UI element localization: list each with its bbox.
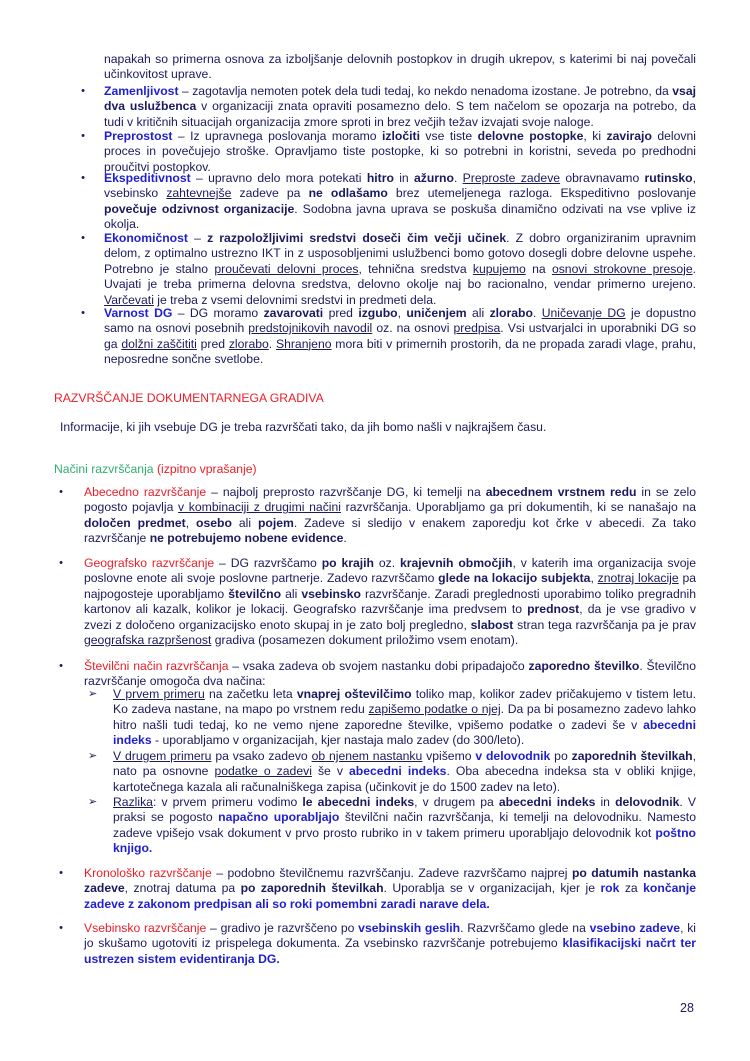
text-run: . Vsi ustvarjalci in uporabniki DG so ga xyxy=(104,321,696,351)
method-term: Vsebinsko razvrščanje xyxy=(84,921,207,935)
principle-term: Ekspeditivnost xyxy=(104,171,191,185)
underlined-text: V drugem primeru xyxy=(113,749,212,763)
text-run: brez utemeljenega razloga. Ekspeditivno poslovanje xyxy=(387,186,696,201)
text-run: po xyxy=(550,749,572,763)
principle-term: Varnost DG xyxy=(104,306,173,320)
text-run: . Oba abecedna indeksa sta v obliki knjige, kartotečnega kazala ali računalniškega zapisa (učinkovit je do 1500 zadev na leto). xyxy=(113,764,697,794)
principle-item xyxy=(104,129,696,175)
principle-item xyxy=(104,84,696,130)
underlined-text: V prvem primeru xyxy=(113,687,205,701)
bullet-icon: • xyxy=(59,867,63,879)
bold-text: krajevnih območjih xyxy=(399,556,513,570)
method-term: Geografsko razvrščanje xyxy=(84,556,215,570)
bold-text: v delovodnik xyxy=(475,749,551,763)
bold-text: delovodnik xyxy=(615,795,680,809)
underlined-text: Varčevati xyxy=(104,292,154,307)
bullet-icon: • xyxy=(81,85,85,97)
subheading-note: (izpitno vprašanje) xyxy=(156,462,257,476)
bold-text: zlorabo xyxy=(489,306,533,320)
method-term: Kronološko razvrščanje xyxy=(84,866,212,880)
text-run: , ki jo skušamo ugotoviti iz prispelega dokumenta. Za vsebinsko razvrščanje potrebujemo xyxy=(84,921,696,951)
underlined-text: Uničevanje DG xyxy=(541,306,626,320)
text-run: še v xyxy=(311,764,349,779)
text-run: . Da pa bi posamezno zadevo lahko hitro našli tudi tedaj, ko ne vemo njene zaporedne številke, vpišemo podatke o zadevi še v xyxy=(113,702,696,732)
text-run: – zagotavlja nemoten potek dela tudi tedaj, ko nekdo nenadoma izostane. Je potrebno, da xyxy=(178,84,673,98)
text-run: ali xyxy=(466,306,490,320)
bold-text: abecednem vrstnem redu xyxy=(485,485,637,499)
text-run: , tehnična sredstva xyxy=(358,261,473,276)
arrow-bullet-icon: ➢ xyxy=(88,750,98,762)
text-run: toliko map, kolikor zadev pričakujemo v tistem letu. Ko zadeva nastane, na mapo po vrstnem redu xyxy=(113,687,696,717)
text-run: in se zelo pogosto pojavlja xyxy=(84,485,697,515)
text-run: , ki xyxy=(583,129,607,143)
underlined-text: proučevati delovni proces xyxy=(214,261,359,276)
bold-text: napačno uporabljajo xyxy=(218,810,340,825)
subheading-title: Načini razvrščanja xyxy=(54,462,154,476)
bold-text: po krajih xyxy=(321,556,374,570)
text-run: , da je vse gradivo v zvezi z določeno organizacijsko enoto skupaj in je zato bolj pregledno, xyxy=(84,602,697,632)
bold-text: le abecedni indeks xyxy=(302,795,415,809)
bold-text: zaporednih številkah xyxy=(571,749,693,763)
method-item xyxy=(84,556,696,648)
bold-text: delovne postopke xyxy=(477,129,584,143)
underlined-text: Preproste zadeve xyxy=(462,171,561,185)
text-run: delovni proces in povečujejo stroške. Opravljamo tiste postopke, ki so potrebni in koristni, seveda po predhodni proučitvi postopkov. xyxy=(104,129,696,174)
text-run: oz. xyxy=(373,556,400,570)
text-run: – gradivo je razvrščeno po xyxy=(206,921,359,935)
text-run: – DG razvrščamo xyxy=(214,556,322,570)
text-run: . Sodobna javna uprava se poskuša dinamično odzivati na vse vplive iz okolja. xyxy=(104,201,696,232)
text-run: gradiva (posamezen dokument priložimo vsem enotam). xyxy=(211,633,519,648)
bold-text: hitro xyxy=(366,171,394,185)
bold-text: izgubo xyxy=(358,306,398,320)
bullet-icon: • xyxy=(59,486,63,498)
text-run: , nato pa osnovne xyxy=(113,749,697,779)
text-run: v organizaciji znata opraviti posamezno delo. S tem načelom se opozarja na potrebo, da tudi v kritičnih situacijah organizacija zmore sproti in brez večjih težav izvajati svoje naloge. xyxy=(104,99,696,129)
text-run: . Z dobro organiziranim upravnim delom, z optimalno ustrezno IKT in z usposobljenimi uslužbenci bomo gotovo dosegli dobre delovne uspehe. Potrebno je stalno xyxy=(104,231,696,276)
text-run: stran tega razvrščanja pa je prav xyxy=(513,617,696,632)
bold-text: abecedni indeks xyxy=(348,764,447,779)
bold-text: zavarovati xyxy=(263,306,324,320)
bold-text: osebo xyxy=(196,515,232,530)
text-run: pred xyxy=(196,336,229,351)
page-number: 28 xyxy=(680,1001,694,1015)
section-heading: RAZVRŠČANJE DOKUMENTARNEGA GRADIVA xyxy=(54,391,324,405)
bold-text: vsaj dva uslužbenca xyxy=(104,84,696,114)
bold-text: številčno xyxy=(228,586,282,601)
method-subitem xyxy=(113,795,696,857)
bold-text: poštno knjigo. xyxy=(113,825,696,856)
underlined-text: geografska razpršenost xyxy=(84,633,212,648)
bold-text: vsebinskih geslih xyxy=(358,921,461,935)
bold-text: po datumih nastanka zadeve xyxy=(84,866,696,896)
intro-continuation: napakah so primerna osnova za izboljšanje delovnih postopkov in drugih ukrepov, s katerimi bi naj povečali učinkovitost uprave. xyxy=(104,52,696,82)
text-run: : v prvem primeru vodimo xyxy=(152,795,303,809)
underlined-text: znotraj lokacije xyxy=(597,571,679,586)
underlined-text: zapišemo podatke o njej xyxy=(368,702,501,717)
method-subitem xyxy=(113,749,696,795)
text-run: . xyxy=(268,336,276,351)
principle-term: Zamenljivost xyxy=(104,84,179,98)
text-run: in xyxy=(595,795,616,809)
text-run: ali xyxy=(281,586,302,601)
text-run: za xyxy=(619,881,644,896)
underlined-text: zlorabo xyxy=(228,336,269,351)
underlined-text: dolžni zaščititi xyxy=(121,336,197,351)
underlined-text: zahtevnejše xyxy=(166,186,232,201)
bullet-icon: • xyxy=(81,232,85,244)
text-run: . Razvrščamo glede na xyxy=(460,921,590,935)
bold-text: zaporedno številko xyxy=(528,659,640,673)
text-run: , xyxy=(397,306,407,320)
text-run: . V praksi se pogosto xyxy=(113,795,697,825)
text-run: . Uporablja se v organizacijah, kjer je xyxy=(383,881,601,896)
text-run: je treba z vsemi delovnimi sredstvi in predmeti dela. xyxy=(153,292,437,307)
bold-text: abecedni indeks xyxy=(113,717,696,748)
text-run: – xyxy=(187,231,208,245)
principle-term: Ekonomičnost xyxy=(104,231,188,245)
method-item xyxy=(84,485,696,547)
bullet-icon: • xyxy=(59,922,63,934)
text-run: – DG moramo xyxy=(172,306,264,320)
bullet-icon: • xyxy=(59,557,63,569)
text-run: – najbolj preprosto razvrščanje DG, ki temelji na xyxy=(206,485,486,499)
underlined-text: ob njenem nastanku xyxy=(311,749,423,763)
method-term: Abecedno razvrščanje xyxy=(84,485,207,499)
text-run: je dopustno samo na osnovi posebnih xyxy=(104,306,697,336)
bullet-icon: • xyxy=(59,660,63,672)
text-run: razvrščanje. Zaradi preglednosti uporabimo toliko pregradnih kartonov ali kazalk, kolikor je lokacij. Geografsko razvrščanje ima predvsem to xyxy=(84,586,696,617)
underlined-text: osnovi strokovne presoje xyxy=(551,261,693,276)
text-run: . Zadeve si sledijo v enakem zaporedju kot črke v abecedi. Za tako razvrščanje xyxy=(84,515,697,546)
text-run: pa vsako zadevo xyxy=(211,749,312,763)
underlined-text: predpisa xyxy=(453,321,501,336)
underlined-text: podatke o zadevi xyxy=(214,764,312,779)
bold-text: glede na lokacijo subjekta xyxy=(438,571,591,586)
text-run: – podobno številčnemu razvrščanju. Zadeve razvrščamo najprej xyxy=(211,866,572,880)
text-run: vpišemo xyxy=(422,749,476,763)
text-run: . xyxy=(453,171,463,185)
bullet-icon: • xyxy=(81,130,85,142)
subheading xyxy=(54,462,694,477)
bold-text: rutinsko xyxy=(644,171,693,185)
method-item xyxy=(84,659,696,690)
method-item xyxy=(84,921,696,967)
text-run: , v katerih ima organizacija svoje poslovne enote ali svoje poslovne partnerje. Zadevo razvrščamo xyxy=(84,556,697,586)
bold-text: uničenjem xyxy=(406,306,467,320)
bold-text: slabost xyxy=(470,617,514,632)
text-run: . xyxy=(532,306,542,320)
text-run: - uporabljamo v organizacijah, kjer nastaja malo zadev (do 300/leto). xyxy=(151,733,525,748)
text-run: – Iz upravnega poslovanja moramo xyxy=(172,129,383,143)
bold-text: ne potrebujemo nobene evidence xyxy=(149,531,344,546)
bold-text: abecedni indeks xyxy=(498,795,596,809)
arrow-bullet-icon: ➢ xyxy=(88,796,98,808)
bold-text: pojem xyxy=(257,515,294,530)
text-run: , v drugem pa xyxy=(414,795,499,809)
text-run: pred xyxy=(323,306,359,320)
underlined-text: Shranjeno xyxy=(275,336,332,351)
text-run: ali xyxy=(231,515,258,530)
underlined-text: predstojnikovih navodil xyxy=(248,321,373,336)
text-run: , xyxy=(185,515,197,530)
text-run: mora biti v primernih prostorih, da ne propada zaradi vlage, prahu, neposredne sončne svetlobe. xyxy=(104,336,697,367)
bold-text: ne odlašamo xyxy=(308,186,388,201)
text-run: zadeve pa xyxy=(231,186,309,201)
bold-text: končanje zadeve z zakonom predpisan ali so roki pomembni zaradi narave dela. xyxy=(84,881,696,911)
section-intro: Informacije, ki jih vsebuje DG je treba razvrščati tako, da jih bomo našli v najkrajšem času. xyxy=(60,420,547,434)
text-run: razvrščanja. Uporabljamo ga pri dokumentih, ki se nanašajo na xyxy=(341,500,696,515)
bold-text: določen predmet xyxy=(84,515,186,530)
bold-text: ažurno xyxy=(413,171,454,185)
text-run: . xyxy=(343,531,347,546)
bold-text: prednost xyxy=(527,602,580,617)
text-run: na začetku leta xyxy=(204,687,297,701)
bold-text: po zaporednih številkah xyxy=(240,881,384,896)
text-run: – vsaka zadeva ob svojem nastanku dobi pripadajočo xyxy=(228,659,529,673)
text-run: oz. na osnovi xyxy=(372,321,454,336)
bold-text: vnaprej oštevilčimo xyxy=(296,687,412,701)
bold-text: izločiti xyxy=(382,129,420,143)
text-run: obravnavamo xyxy=(560,171,645,185)
bold-text: zavirajo xyxy=(606,129,652,143)
text-run: na xyxy=(525,261,552,276)
text-run: , znotraj datuma pa xyxy=(124,881,241,896)
bold-text: klasifikacijski načrt ter ustrezen sistem evidentiranja DG. xyxy=(84,936,696,966)
text-run: in xyxy=(393,171,414,185)
bold-text: vsebinsko xyxy=(301,586,361,601)
principle-item xyxy=(104,306,696,368)
bold-text: vsebino zadeve xyxy=(589,921,681,935)
bold-text: rok xyxy=(600,881,620,896)
text-run: pa najpogosteje uporabljamo xyxy=(84,571,697,601)
bold-text: z razpoložljivimi sredstvi doseči čim večji učinek xyxy=(207,231,507,245)
principle-item xyxy=(104,231,696,308)
text-run: . Uvajati je treba primerna delovna sredstva, delovno okolje naj bo racionalno, vendar primerno urejeno. xyxy=(104,261,696,292)
method-subitem xyxy=(113,687,696,749)
text-run: številčni način razvrščanja, ki temelji na delovodniku. Namesto zadeve vpišejo vsak dokument v prvo prosto rubriko in v takem primeru uporabljajo delovodnik kot xyxy=(113,810,696,840)
method-item xyxy=(84,866,696,912)
bold-text: povečuje odzivnost organizacije xyxy=(104,201,295,216)
principle-item xyxy=(104,171,696,233)
text-run: vse tiste xyxy=(419,129,478,143)
method-term: Številčni način razvrščanja xyxy=(84,659,229,673)
text-run: , vsebinsko xyxy=(104,171,696,201)
arrow-bullet-icon: ➢ xyxy=(88,688,98,700)
text-run: . Številčno razvrščanje omogoča dva načina: xyxy=(84,659,696,689)
text-run: , xyxy=(590,571,598,586)
underlined-text: v kombinaciji z drugimi načini xyxy=(178,500,341,515)
bullet-icon: • xyxy=(81,307,85,319)
underlined-text: Razlika xyxy=(113,795,153,809)
underlined-text: kupujemo xyxy=(472,261,526,276)
bullet-icon: • xyxy=(81,172,85,184)
text-run: – upravno delo mora potekati xyxy=(190,171,367,185)
principle-term: Preprostost xyxy=(104,129,173,143)
